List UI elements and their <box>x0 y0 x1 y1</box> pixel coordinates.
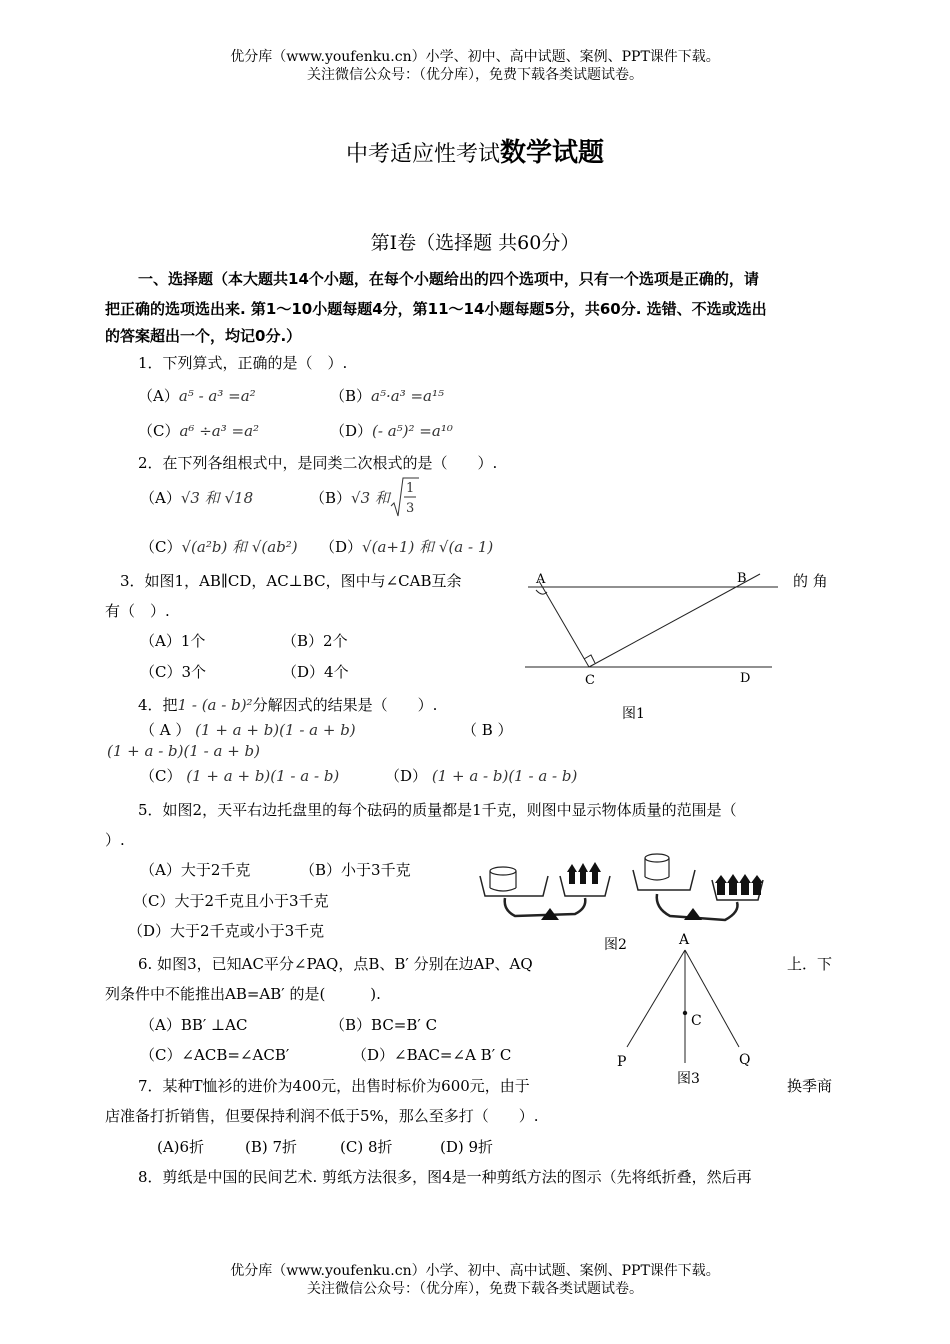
q7-stem-line-1-tail: 换季商 <box>787 1077 833 1095</box>
q1-option-d: （D）(- a⁵)² =a¹⁰ <box>330 422 453 440</box>
q5-stem-line-1: 5．如图2，天平右边托盘里的每个砝码的质量都是1千克，则图中显示物体质量的范围是（ <box>138 801 737 819</box>
q6-option-d: （D）∠BAC=∠A B′ C <box>352 1046 512 1064</box>
q1-option-c: （C）a⁶ ÷a³ =a² <box>138 422 260 440</box>
q5-option-c: （C）大于2千克且小于3千克 <box>133 892 329 910</box>
q6-option-c: （C）∠ACB=∠ACB′ <box>140 1046 290 1064</box>
ray-ap <box>627 950 685 1047</box>
q6-option-b: （B）BC=B′ C <box>330 1016 438 1034</box>
q6-option-a: （A）BB′ ⊥AC <box>140 1016 248 1034</box>
instructions-line-1: 一、选择题（本大题共14个小题，在每个小题给出的四个选项中，只有一个选项是正确的，请 <box>138 270 759 288</box>
header-line-1: 优分库（www.youfenku.cn）小学、初中、高中试题、案例、PPT课件下载。 <box>230 49 720 65</box>
figure-3 <box>605 925 775 1090</box>
q4-stem: 4．把1 - (a - b)²分解因式的结果是（ ）. <box>138 696 438 714</box>
q4-option-b: (1 + a - b)(1 - a + b) <box>107 742 261 760</box>
title-main: 数学试题 <box>500 138 605 168</box>
point-c <box>683 1011 687 1015</box>
svg-text:1: 1 <box>406 481 415 496</box>
q8-stem-line-1: 8．剪纸是中国的民间艺术. 剪纸方法很多，图4是一种剪纸方法的图示（先将纸折叠，然后再 <box>138 1168 752 1186</box>
q7-option-c: (C) 8折 <box>340 1138 393 1156</box>
q4-option-a: （ A ） (1 + a + b)(1 - a + b) <box>140 721 356 739</box>
q7-option-b: (B) 7折 <box>245 1138 298 1156</box>
q7-option-d: (D) 9折 <box>440 1138 494 1156</box>
fig3-label-c: C <box>691 1013 702 1029</box>
q6-stem-line-1-tail: 上．下 <box>787 955 833 973</box>
q2-option-b: （B）√3 和 <box>310 489 390 507</box>
section-heading: 第Ⅰ卷（选择题 共60分） <box>370 232 580 254</box>
q3-stem-line-2: 有（ ）. <box>105 602 170 620</box>
q3-option-a: （A）1个 <box>140 632 206 650</box>
q7-option-a: (A)6折 <box>157 1138 205 1156</box>
q5-option-a: （A）大于2千克 <box>140 861 251 879</box>
fig1-label-c: C <box>585 673 595 688</box>
q4-option-c: （C） (1 + a + b)(1 - a - b) <box>140 767 340 785</box>
footer-line-1: 优分库（www.youfenku.cn）小学、初中、高中试题、案例、PPT课件下载。 <box>230 1263 720 1279</box>
figure-1 <box>520 565 790 725</box>
fig1-label-a: A <box>536 572 546 587</box>
page-title <box>0 132 950 169</box>
fig2-caption: 图2 <box>604 937 627 953</box>
instructions-line-2: 把正确的选项选出来. 第1～10小题每题4分，第11～14小题每题5分，共60分. 选错、不选或选出 <box>105 300 767 318</box>
fig1-label-b: B <box>737 571 747 586</box>
q3-stem-line-1: 3．如图1，AB∥CD，AC⊥BC，图中与∠CAB互余 <box>120 572 462 590</box>
sqrt-one-third <box>390 476 420 520</box>
q3-stem-line-1-tail: 的 角 <box>793 572 828 590</box>
segment-cb <box>589 574 760 667</box>
q7-stem-line-2: 店准备打折销售，但要保持利润不低于5%，那么至多打（ ）. <box>105 1107 539 1125</box>
q2-option-d: （D）√(a+1) 和 √(a - 1) <box>320 538 494 556</box>
svg-text:3: 3 <box>406 501 415 516</box>
header-line-2: 关注微信公众号：（优分库），免费下载各类试题试卷。 <box>307 67 643 83</box>
q3-option-b: （B）2个 <box>282 632 348 650</box>
fig3-label-a: A <box>679 932 690 948</box>
q2-stem: 2．在下列各组根式中，是同类二次根式的是（ ）. <box>138 454 498 472</box>
instructions-line-3: 的答案超出一个，均记0分.） <box>105 327 302 345</box>
q2-option-c: （C）√(a²b) 和 √(ab²) <box>140 538 298 556</box>
ray-aq <box>685 950 739 1047</box>
q3-option-d: （D）4个 <box>282 663 349 681</box>
q2-option-a: （A）√3 和 √18 <box>140 489 254 507</box>
title-prefix: 中考适应性考试 <box>345 142 500 167</box>
balance-right <box>633 854 763 920</box>
q1-option-a: （A）a⁵ - a³ =a² <box>138 387 256 405</box>
segment-ac <box>539 581 589 667</box>
balance-left <box>480 862 610 920</box>
q5-option-b: （B）小于3千克 <box>300 861 411 879</box>
fig1-label-d: D <box>740 671 751 686</box>
fig3-caption: 图3 <box>677 1071 700 1087</box>
q5-option-d: （D）大于2千克或小于3千克 <box>128 922 325 940</box>
q6-stem-line-2: 列条件中不能推出AB=AB′ 的是( ). <box>105 985 381 1003</box>
q1-stem: 1．下列算式，正确的是（ ）. <box>138 354 348 372</box>
fig1-caption: 图1 <box>622 706 645 722</box>
q4-option-d: （D） (1 + a - b)(1 - a - b) <box>385 767 578 785</box>
q6-stem-line-1: 6. 如图3，已知AC平分∠PAQ，点B、B′ 分别在边AP、AQ <box>138 955 533 973</box>
q1-option-b: （B）a⁵·a³ =a¹⁵ <box>330 387 445 405</box>
q3-option-c: （C）3个 <box>140 663 207 681</box>
fig3-label-q: Q <box>739 1052 751 1068</box>
q5-stem-line-2: ）. <box>105 831 125 849</box>
q7-stem-line-1: 7．某种T恤衫的进价为400元，出售时标价为600元，由于 <box>138 1077 530 1095</box>
footer-line-2: 关注微信公众号：（优分库），免费下载各类试题试卷。 <box>307 1281 643 1297</box>
q4-option-b-label: （ B ） <box>462 721 513 739</box>
fig3-label-p: P <box>617 1054 627 1070</box>
